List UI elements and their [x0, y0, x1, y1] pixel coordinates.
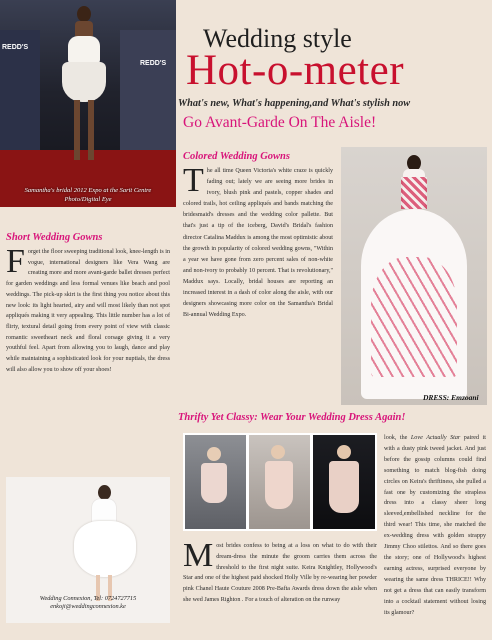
subtitle: Go Avant-Garde On The Aisle!	[183, 114, 377, 131]
runway-photo: REDD'S REDD'S Samantha's bridal 2012 Expo at the Sarit Centre Photo/Digital Eye	[0, 0, 176, 207]
thrifty-body-right-b: paired it with a dusty pink tweed jacket. And just before the gossip columns could find something to match blog-fish doing circles on Keira's thriftiness, she pulled a fast one by customizing the strapless dress into a classy sheer long sleeved,embellished neckline for the third wear! This time, she matched the ex-wedding dress with golden strappy Jimmy Choo stilettos. And so there goes the story; one of Hollywood's highest earning actress, surprised everyone by wearing the same dress THRICE!! Why not get a dress that can easily transform into a cocktail statement without losing its glamour?	[384, 435, 486, 616]
thrifty-dropcap: M	[183, 541, 214, 574]
keira-photos	[183, 433, 377, 531]
colored-gowns-text	[183, 166, 333, 428]
colored-gowns-body: he all time Queen Victoria's white craze is quickly fading out; lately we are seeing more brides in ivory, blush pink and pastels, copper shades and colored trails, hot ceiling appliqués and bands matching the bridesmaid's dresses and the wedding color pallette. But that's just a tip of the iceberg, David's Bridal's fashion director Catalina Maddux is among the most optimistic about the growth in popularity of colored wedding gowns, "Within a year we have gone from zero percent sales of non-white and non-ivory to probably 10 percent. That is revolutionary," Maddux says. Locally, bridal houses are reporting an increased interest in a dash of color along the aisle, with our designers showcasing more color on the Samantha's Bridal Bi-annual Wedding Expo.	[183, 168, 333, 319]
top-photo-credit: Photo/Digital Eye	[64, 196, 112, 203]
top-photo-caption: Samantha's bridal 2012 Expo at the Sarit Centre	[24, 187, 152, 194]
title-line-1: Wedding style	[203, 24, 352, 53]
thrifty-heading: Thrifty Yet Classy: Wear Your Wedding Dress Again!	[178, 412, 406, 423]
short-gowns-text	[6, 247, 170, 461]
thrifty-text-right	[384, 433, 486, 637]
thrifty-body-left: ost brides confess to being at a loss on what to do with their dream-dress the minute the groom carries them across the threshold to the first night suite. Keira Knightley, Hollywood's Star and one of the highest paid shocked Holly Ville by re-wearing her powder pink Chanel Haute Couture 2008 Pre-Bafta Awards dress down the aisle when she wed James Righton . For a touch of alteration on the runway	[183, 543, 377, 603]
model-figure	[60, 6, 108, 174]
thrifty-body-right-a: look, the	[384, 435, 411, 441]
short-dress-email: enkoji@weddingconnexion.ke	[50, 603, 126, 610]
colored-gowns-heading: Colored Wedding Gowns	[183, 151, 290, 162]
emzoani-caption: DRESS: Emzoani	[423, 393, 479, 402]
short-dress-photo	[6, 477, 170, 623]
thrifty-body-right-italic: Love Actually Star	[410, 435, 461, 441]
short-gowns-body: orget the floor sweeping traditional look, knee-length is in vogue, international designers like Vera Wang are creating more and more avant-garde ballet dresses perfect for garden weddings and less formal venues like beach and pool weddings. The pick-up skirt is the first thing you notice about this new look: its light hearted, airy and will most likely than not spot appliqués making it very appealing. This little number has a lot of flirty, textural detail going from every point of view with classic romantic sweetheart neck and floral corsage giving it a very youthful feel. Apart from allowing you to laugh, dance and play while maintaining a sophisticated look for your nuptials, the dress will also allow you to show off your shoes!	[6, 249, 170, 373]
thrifty-text-left	[183, 541, 377, 637]
backdrop-logo: REDD'S	[2, 44, 29, 51]
short-dress-caption: Wedding Connexion, Tel: 0724727715	[39, 595, 137, 602]
short-gowns-dropcap: F	[6, 247, 25, 280]
emzoani-dress-photo	[341, 147, 487, 405]
short-gowns-heading: Short Wedding Gowns	[6, 232, 103, 243]
tagline: What's new, What's happening,and What's stylish now	[178, 98, 411, 109]
title-line-2: Hot-o-meter	[186, 47, 405, 94]
colored-gowns-dropcap: T	[183, 166, 204, 199]
